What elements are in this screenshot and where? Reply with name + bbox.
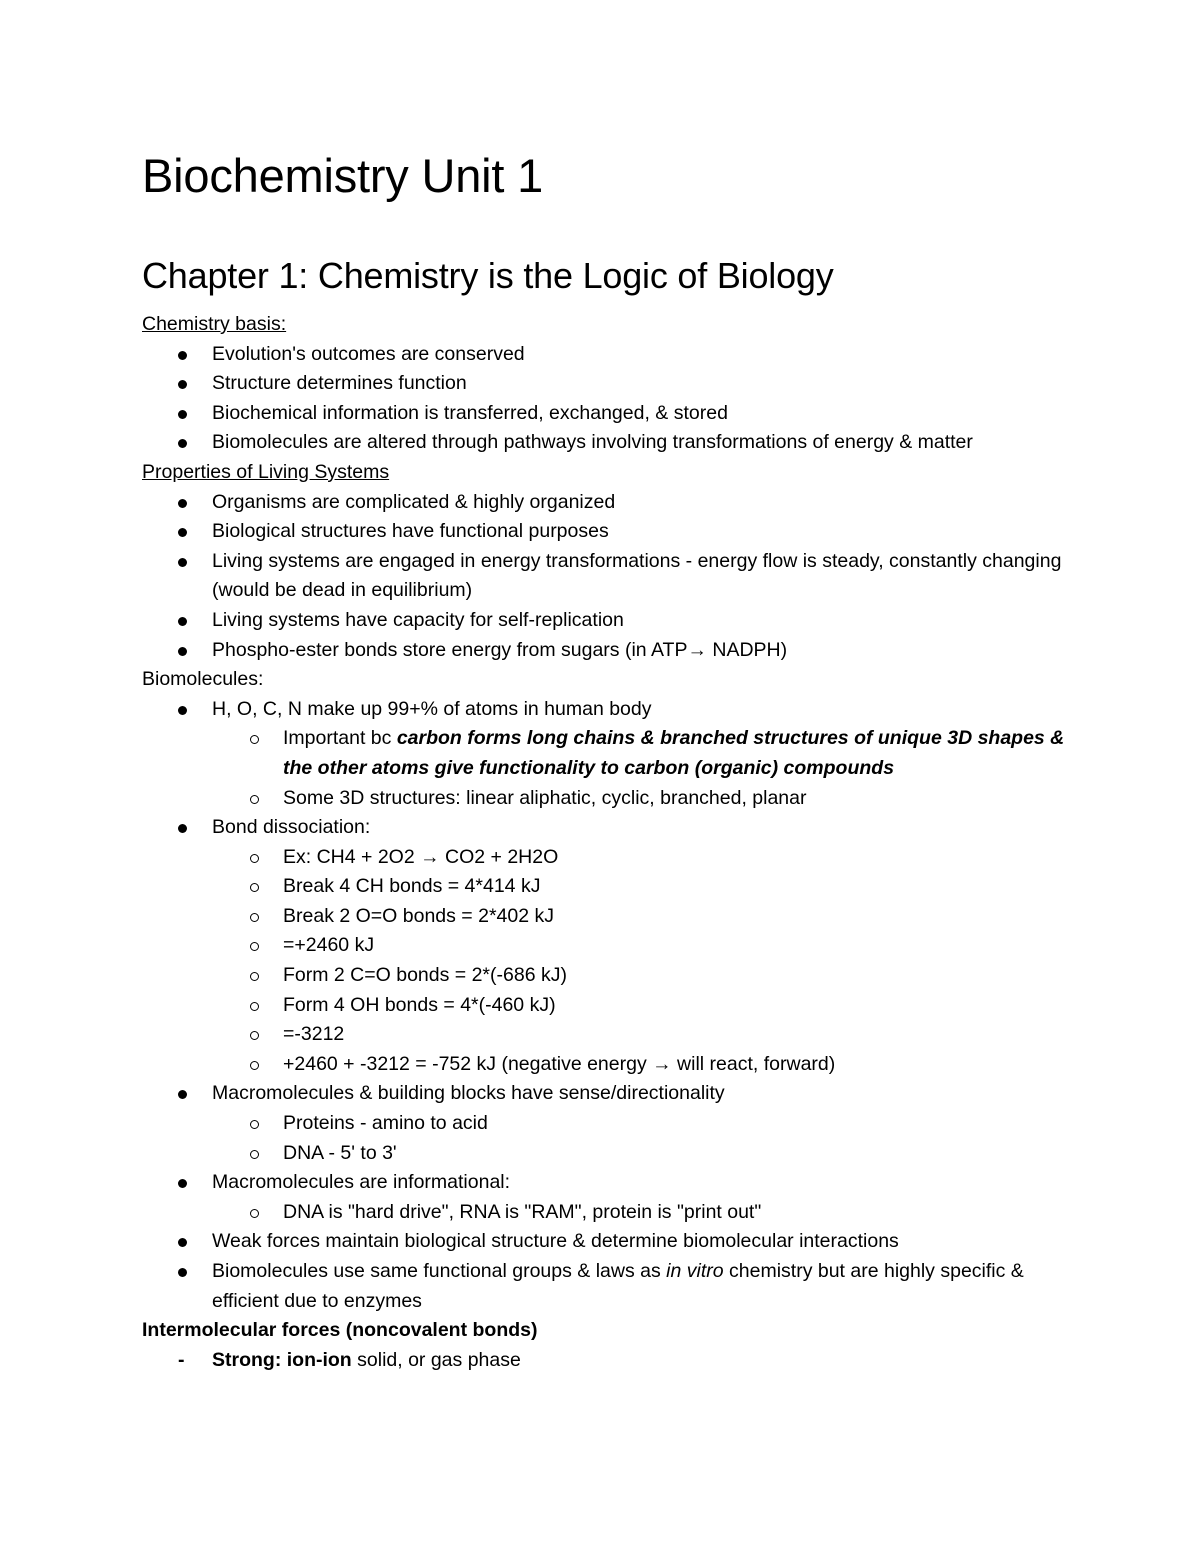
sub-list-item: DNA is "hard drive", RNA is "RAM", protein is "print out": [142, 1198, 1082, 1228]
sub-list-item: Break 2 O=O bonds = 2*402 kJ: [142, 902, 1082, 932]
chapter-heading: Chapter 1: Chemistry is the Logic of Biology: [142, 255, 834, 296]
sub-list-item: =+2460 kJ: [142, 931, 1082, 961]
list-item: Macromolecules & building blocks have sense/directionality: [142, 1079, 1082, 1109]
hollow-bullet-icon: [250, 854, 259, 863]
bullet-icon: [178, 647, 187, 656]
list-item: Biological structures have functional purposes: [142, 517, 1082, 547]
bullet-icon: [178, 1179, 187, 1188]
list-item: Biomolecules are altered through pathways involving transformations of energy & matter: [142, 428, 1082, 458]
sub-list-item: =-3212: [142, 1020, 1082, 1050]
list-item: Evolution's outcomes are conserved: [142, 340, 1082, 370]
bullet-icon: [178, 824, 187, 833]
sub-list-item: Form 4 OH bonds = 4*(-460 kJ): [142, 991, 1082, 1021]
list-item: Macromolecules are informational:: [142, 1168, 1082, 1198]
hollow-bullet-icon: [250, 1061, 259, 1070]
bullet-icon: [178, 1238, 187, 1247]
bullet-icon: [178, 1268, 187, 1277]
list-item: Biomolecules use same functional groups & laws as in vitro chemistry but are highly specific & efficient due to enzymes: [142, 1257, 1082, 1316]
hollow-bullet-icon: [250, 972, 259, 981]
sub-list-item: +2460 + -3212 = -752 kJ (negative energy → will react, forward): [142, 1050, 1082, 1080]
bullet-icon: [178, 439, 187, 448]
document-title: Biochemistry Unit 1: [142, 149, 544, 202]
hollow-bullet-icon: [250, 883, 259, 892]
sub-list-item: DNA - 5' to 3': [142, 1139, 1082, 1169]
list-item: Biochemical information is transferred, exchanged, & stored: [142, 399, 1082, 429]
hollow-bullet-icon: [250, 735, 259, 744]
hollow-bullet-icon: [250, 1002, 259, 1011]
bullet-icon: [178, 410, 187, 419]
list-item: - Strong: ion-ion solid, or gas phase: [142, 1346, 1082, 1376]
bullet-icon: [178, 558, 187, 567]
hollow-bullet-icon: [250, 795, 259, 804]
list-item: Structure determines function: [142, 369, 1082, 399]
hollow-bullet-icon: [250, 913, 259, 922]
document-body: [142, 310, 1082, 1375]
section-heading-chemistry-basis: Chemistry basis:: [142, 313, 287, 335]
list-item: Living systems are engaged in energy transformations - energy flow is steady, constantly changing (would be dead in equilibrium): [142, 547, 1082, 606]
list-item: Bond dissociation:: [142, 813, 1082, 843]
list-item: Living systems have capacity for self-replication: [142, 606, 1082, 636]
sub-list-item: Ex: CH4 + 2O2 → CO2 + 2H2O: [142, 843, 1082, 873]
section-heading-living-systems: Properties of Living Systems: [142, 460, 390, 483]
bullet-icon: [178, 499, 187, 508]
hollow-bullet-icon: [250, 1209, 259, 1218]
bullet-icon: [178, 528, 187, 537]
section-heading-intermolecular: Intermolecular forces (noncovalent bonds): [142, 1319, 538, 1342]
list-item: Organisms are complicated & highly organized: [142, 488, 1082, 518]
document-page: [142, 140, 1082, 1375]
bullet-icon: [178, 380, 187, 389]
sub-list-item: Some 3D structures: linear aliphatic, cyclic, branched, planar: [142, 784, 1082, 814]
bullet-icon: [178, 1090, 187, 1099]
list-item: H, O, C, N make up 99+% of atoms in human body: [142, 695, 1082, 725]
sub-list-item: Break 4 CH bonds = 4*414 kJ: [142, 872, 1082, 902]
hollow-bullet-icon: [250, 1120, 259, 1129]
sub-list-item: Important bc carbon forms long chains & branched structures of unique 3D shapes & the other atoms give functionality to carbon (organic) compounds: [142, 724, 1082, 783]
list-item: Phospho-ester bonds store energy from sugars (in ATP→ NADPH): [142, 636, 1082, 666]
sub-list-item: Form 2 C=O bonds = 2*(-686 kJ): [142, 961, 1082, 991]
bullet-icon: [178, 617, 187, 626]
hollow-bullet-icon: [250, 1031, 259, 1040]
dash-marker: -: [178, 1348, 185, 1371]
list-item: Weak forces maintain biological structure & determine biomolecular interactions: [142, 1227, 1082, 1257]
hollow-bullet-icon: [250, 942, 259, 951]
bullet-icon: [178, 351, 187, 360]
hollow-bullet-icon: [250, 1150, 259, 1159]
sub-list-item: Proteins - amino to acid: [142, 1109, 1082, 1139]
section-heading-biomolecules: Biomolecules:: [142, 668, 264, 691]
bullet-icon: [178, 706, 187, 715]
